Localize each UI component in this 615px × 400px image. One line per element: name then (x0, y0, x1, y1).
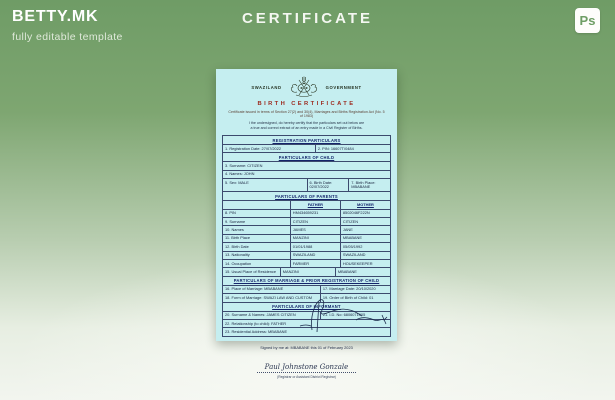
certificate-declaration: I the undersigned, do hereby certify that the particulars set out below are a true and correct extract of an entry made in a Civil Register of Births. (248, 121, 365, 131)
mother-value: CITIZEN (340, 218, 390, 225)
row-label: 10. Names (225, 227, 244, 232)
section-header-row (223, 276, 390, 285)
certificate-paper (216, 69, 397, 380)
mother-value: 8502046F222N (340, 210, 390, 217)
row-label: 14. Occupation (225, 260, 252, 266)
row-label: 12. Birth Date (225, 243, 249, 249)
father-value: JAMES (290, 226, 340, 233)
table-row (223, 267, 390, 275)
section-header-row (223, 136, 390, 144)
mother-value: SWAZILAND (340, 252, 390, 259)
child-birth-date-cell: 6. Birth Date: 02/07/2022 (307, 179, 349, 191)
row-label: 8. PIN (225, 210, 236, 216)
signatory-name-text: Paul Johnstone Gonzale (257, 363, 357, 373)
table-row (223, 234, 390, 242)
informant-section-header: PARTICULARS OF INFORMANT (272, 304, 341, 310)
certificate-title: BIRTH CERTIFICATE (257, 101, 356, 107)
certificate-masthead (216, 76, 397, 99)
marriage-section-header: PARTICULARS OF MARRIAGE & PRIOR REGISTRATION OF CHILD (233, 278, 380, 284)
table-row (223, 170, 390, 178)
photoshop-badge (575, 8, 600, 33)
signed-at-line: Signed by me at: MBABANE this 01 of February 2023 (260, 344, 353, 350)
mother-value: 05/05/1992 (340, 243, 390, 250)
child-birth-place-cell: 7. Birth Place: MBABANE (348, 179, 390, 191)
page-title: CERTIFICATE (241, 10, 374, 27)
father-value: MANZINI (280, 268, 335, 275)
informant-relationship-cell: 22. Relationship (to child): FATHER (225, 320, 287, 326)
registration-date-cell: 1. Registration Date: 27/07/2022 (225, 145, 282, 151)
table-row (223, 251, 390, 259)
row-label: 13. Nationality (225, 252, 250, 258)
marriage-form-cell: 18. Form of Marriage: SWAZI LAW AND CUSTOM (225, 294, 312, 300)
coat-of-arms-icon (287, 76, 321, 99)
brand-tagline: fully editable template (12, 31, 123, 43)
signatory-script-name (216, 356, 397, 374)
father-value: CITIZEN (290, 218, 340, 225)
certificate-subtitle: Certificate issued in terms of Section 27(2) and 30(4), Marriages and Births Registration Act (No. 5 of 1983) (228, 110, 385, 119)
father-column-header: FATHER (290, 201, 340, 208)
registration-section-header: REGISTRATION PARTICULARS (272, 137, 341, 143)
father-value: FARMER (290, 260, 340, 267)
informant-id-cell: 21. I.D. No: 6806071005 (320, 312, 390, 319)
father-value: SWAZILAND (290, 252, 340, 259)
table-row (223, 144, 390, 152)
mother-value: MBABANE (340, 235, 390, 242)
mother-value: MBABANE (335, 268, 390, 275)
father-value: HM434659231 (290, 210, 340, 217)
informant-name-cell: 20. Surname & Names: JAMES CITIZEN (225, 312, 296, 318)
country-label: SWAZILAND (251, 85, 282, 90)
father-value: 01/01/1988 (290, 243, 340, 250)
father-value: MANZINI (290, 235, 340, 242)
mother-value: HOUSEKEEPER (340, 260, 390, 267)
parents-section-header: PARTICULARS OF PARENTS (275, 193, 338, 199)
table-row (223, 225, 390, 233)
signatory-title: (Registrar or Assistant District Registrar) (277, 375, 336, 380)
marriage-place-cell: 16. Place of Marriage: MBABANE (225, 286, 284, 292)
table-row (223, 285, 390, 293)
child-order-cell: 19. Order of Birth of Child: 01 (320, 294, 390, 301)
row-label: 11. Birth Place (225, 235, 251, 241)
row-label: 9. Surname (225, 218, 246, 224)
child-sex-cell: 5. Sex: MALE (225, 179, 249, 185)
table-row (223, 161, 390, 169)
empty-cell (223, 201, 290, 208)
handwritten-signature-icon (298, 296, 390, 334)
section-header-row (223, 152, 390, 161)
child-names-cell: 4. Names: JOHN (225, 171, 255, 177)
child-surname-cell: 3. Surname: CITIZEN (225, 162, 263, 168)
government-label: GOVERNMENT (325, 85, 362, 90)
brand-logo: BETTY.MK (12, 8, 99, 25)
child-section-header: PARTICULARS OF CHILD (278, 155, 335, 161)
table-row (223, 259, 390, 267)
table-row (223, 209, 390, 217)
table-row (223, 178, 390, 191)
parents-column-header-row (223, 200, 390, 208)
mother-column-header: MOTHER (340, 201, 390, 208)
informant-address-cell: 23. Residential Address: MBABANE (225, 328, 288, 334)
pin-cell: 2. PIN: 16607T/0484 (315, 145, 390, 152)
section-header-row (223, 191, 390, 200)
photoshop-badge-label: Ps (579, 13, 596, 28)
marriage-date-cell: 17. Marriage Date: 20/10/2020 (320, 286, 390, 293)
mother-value: JANE (340, 226, 390, 233)
table-row (223, 217, 390, 225)
table-row (223, 242, 390, 250)
row-label: 15. Usual Place of Residence (225, 268, 277, 274)
